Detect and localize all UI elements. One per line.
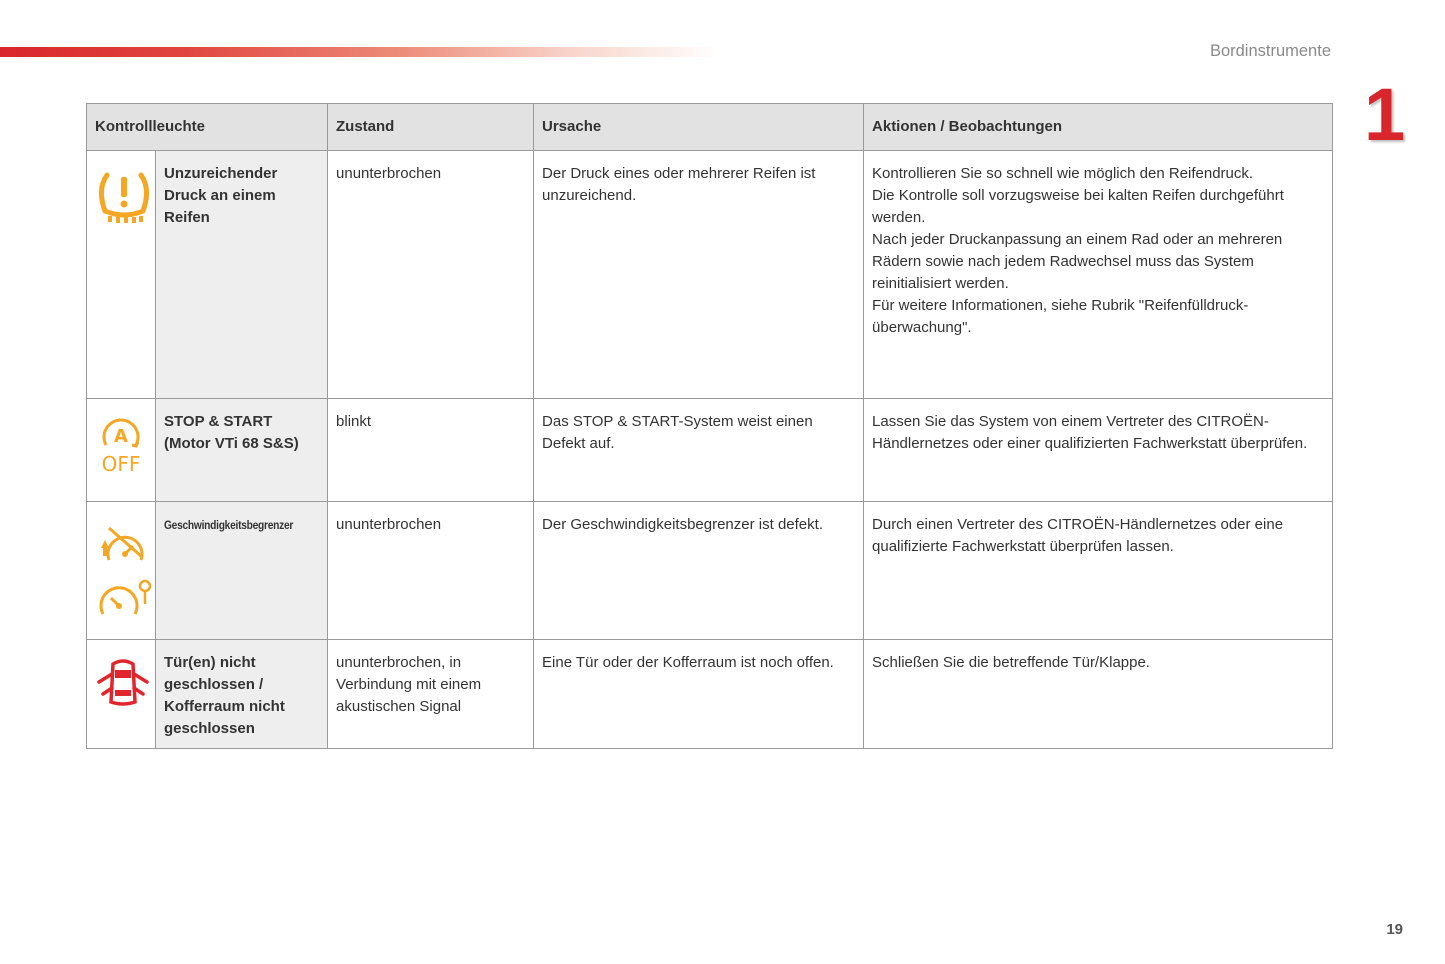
action-line: Für weitere Informationen, siehe Rubrik "Reifenfülldruck-überwachung". xyxy=(872,297,1249,336)
cause-cell: Eine Tür oder der Kofferraum ist noch offen. xyxy=(534,640,864,749)
actions-cell xyxy=(864,399,1333,502)
action-line: Die Kontrolle soll vorzugsweise bei kalten Reifen durchgeführt werden. xyxy=(872,187,1284,226)
state-cell: blinkt xyxy=(328,399,534,502)
column-header: Aktionen / Beobachtungen xyxy=(864,104,1333,151)
warning-lights-table xyxy=(86,103,1333,749)
cause-cell: Der Druck eines oder mehrerer Reifen ist unzureichend. xyxy=(534,151,864,399)
action-line: Schließen Sie die betreffende Tür/Klappe. xyxy=(872,654,1150,671)
actions-cell xyxy=(864,502,1333,640)
warning-light-label: Tür(en) nicht geschlossen / Kofferraum nicht geschlossen xyxy=(156,640,328,749)
table-row xyxy=(87,502,1333,640)
stop-start-off-text: OFF xyxy=(101,452,141,475)
state-cell: ununterbrochen, in Verbindung mit einem akustischen Signal xyxy=(328,640,534,749)
stop-start-a-text: A xyxy=(114,426,128,447)
icon-cell xyxy=(87,399,156,502)
table-row xyxy=(87,640,1333,749)
stop-start-off-icon xyxy=(96,415,146,475)
column-header: Ursache xyxy=(534,104,864,151)
action-line: Lassen Sie das System von einem Vertreter des CITROËN-Händlernetzes oder einer qualifizierten Fachwerkstatt überprüfen. xyxy=(872,413,1308,452)
icon-cell xyxy=(87,502,156,640)
warning-light-label: STOP & START (Motor VTi 68 S&S) xyxy=(156,399,328,502)
action-line: Kontrollieren Sie so schnell wie möglich den Reifendruck. xyxy=(872,165,1254,182)
table-header-row xyxy=(87,104,1333,151)
tyre-pressure-warning-icon xyxy=(95,167,153,225)
action-line: Durch einen Vertreter des CITROËN-Händlernetzes oder eine qualifizierte Fachwerkstatt überprüfen lassen. xyxy=(872,516,1284,555)
table-row xyxy=(87,399,1333,502)
action-line: Nach jeder Druckanpassung an einem Rad oder an mehreren Rädern sowie nach jedem Radwechsel muss das System reinitialisiert werden. xyxy=(872,231,1283,292)
icon-cell xyxy=(87,151,156,399)
cause-cell: Der Geschwindigkeitsbegrenzer ist defekt. xyxy=(534,502,864,640)
warning-light-label-text: Geschwindigkeitsbegrenzer xyxy=(164,518,294,532)
section-title: Bordinstrumente xyxy=(1209,42,1331,60)
chapter-number: 1 xyxy=(1364,73,1406,156)
actions-cell xyxy=(864,151,1333,399)
state-cell: ununterbrochen xyxy=(328,151,534,399)
door-open-icon xyxy=(95,656,151,710)
top-accent-bar xyxy=(0,47,720,57)
column-header: Kontrollleuchte xyxy=(87,104,328,151)
column-header: Zustand xyxy=(328,104,534,151)
warning-light-label: Unzureichender Druck an einem Reifen xyxy=(156,151,328,399)
table-row xyxy=(87,151,1333,399)
icon-cell xyxy=(87,640,156,749)
speed-limiter-fault-icon xyxy=(95,518,153,624)
page-number: 19 xyxy=(1386,921,1403,938)
cause-cell: Das STOP & START-System weist einen Defekt auf. xyxy=(534,399,864,502)
warning-light-label xyxy=(156,502,328,640)
actions-cell xyxy=(864,640,1333,749)
state-cell: ununterbrochen xyxy=(328,502,534,640)
